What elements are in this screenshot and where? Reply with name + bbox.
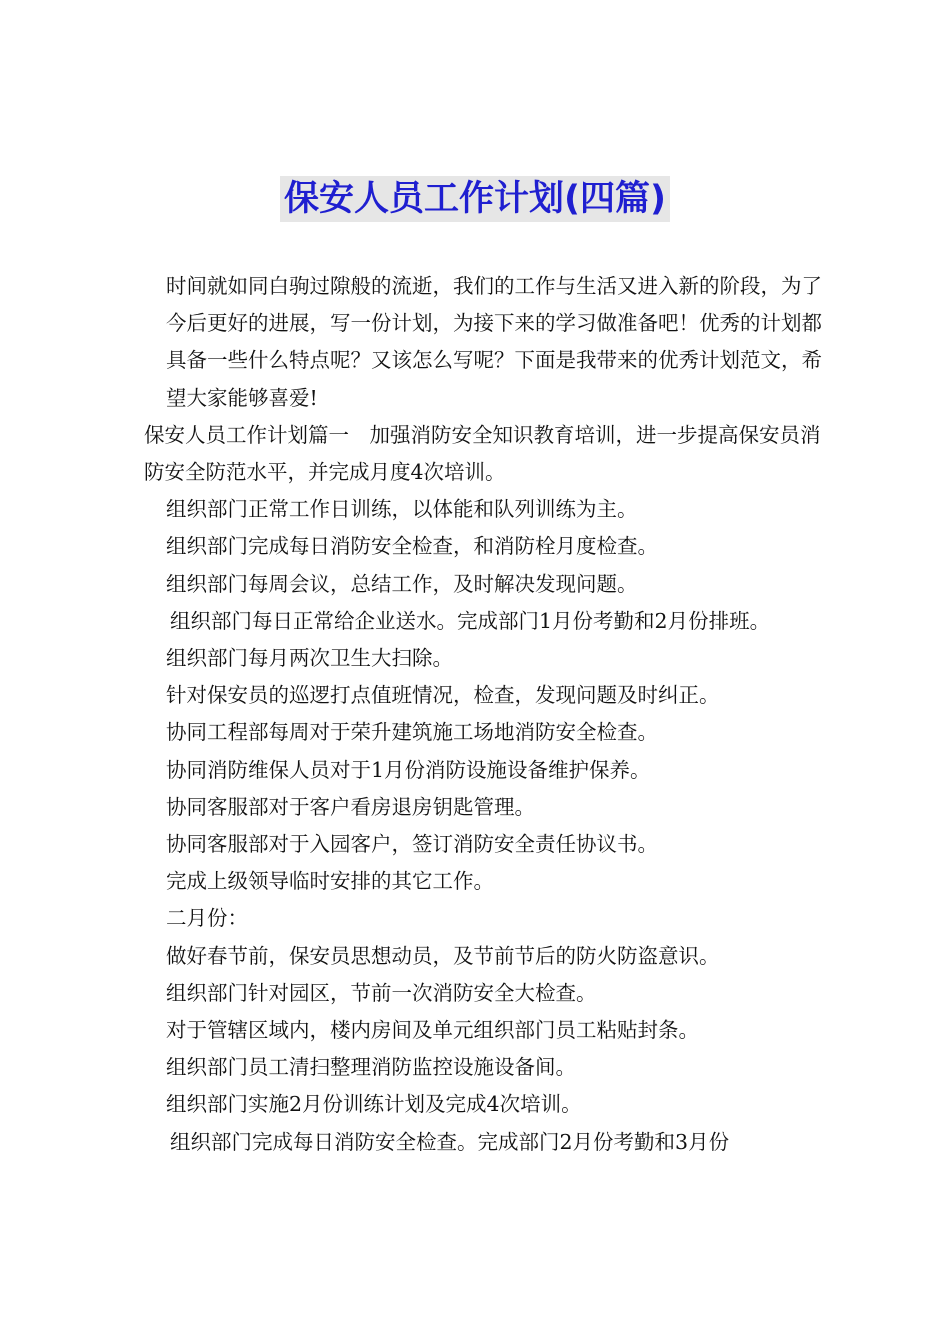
paragraph: 二月份： xyxy=(166,906,248,931)
paragraph: 组织部门完成每日消防安全检查。完成部门2月份考勤和3月份 xyxy=(170,1129,730,1154)
paragraph: 组织部门正常工作日训练，以体能和队列训练为主。 xyxy=(166,497,638,522)
document-title: 保安人员工作计划(四篇) xyxy=(280,176,670,222)
paragraph: 组织部门每月两次卫生大扫除。 xyxy=(166,646,453,671)
paragraph: 协同工程部每周对于荣升建筑施工场地消防安全检查。 xyxy=(166,720,658,745)
paragraph: 对于管辖区域内，楼内房间及单元组织部门员工粘贴封条。 xyxy=(166,1018,699,1043)
paragraph: 组织部门员工清扫整理消防监控设施设备间。 xyxy=(166,1055,576,1080)
paragraph: 组织部门每周会议，总结工作，及时解决发现问题。 xyxy=(166,571,638,596)
paragraph: 针对保安员的巡逻打点值班情况，检查，发现问题及时纠正。 xyxy=(166,683,720,708)
paragraph: 组织部门完成每日消防安全检查，和消防栓月度检查。 xyxy=(166,534,658,559)
document-body xyxy=(144,268,824,1161)
paragraph: 时间就如同白驹过隙般的流逝，我们的工作与生活又进入新的阶段，为了今后更好的进展，写一份计划，为接下来的学习做准备吧！优秀的计划都具备一些什么特点呢？又该怎么写呢？下面是我带来的优秀计划范文，希望大家能够喜爱! xyxy=(166,274,822,410)
paragraph: 协同消防维保人员对于1月份消防设施设备维护保养。 xyxy=(166,757,651,782)
paragraph: 协同客服部对于客户看房退房钥匙管理。 xyxy=(166,794,535,819)
paragraph: 做好春节前，保安员思想动员，及节前节后的防火防盗意识。 xyxy=(166,943,720,968)
title-container xyxy=(0,176,950,222)
paragraph: 保安人员工作计划篇一 加强消防安全知识教育培训，进一步提高保安员消防安全防范水平，并完成月度4次培训。 xyxy=(144,422,821,485)
paragraph: 组织部门实施2月份训练计划及完成4次培训。 xyxy=(166,1092,582,1117)
paragraph: 完成上级领导临时安排的其它工作。 xyxy=(166,869,494,894)
paragraph: 协同客服部对于入园客户，签订消防安全责任协议书。 xyxy=(166,832,658,857)
paragraph: 组织部门每日正常给企业送水。完成部门1月份考勤和2月份排班。 xyxy=(170,608,771,633)
paragraph: 组织部门针对园区，节前一次消防安全大检查。 xyxy=(166,980,597,1005)
